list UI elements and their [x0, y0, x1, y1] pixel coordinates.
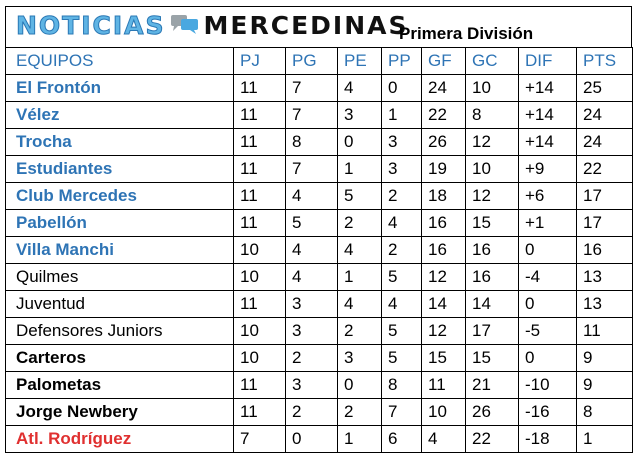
stat-cell-pg: 2 [286, 399, 338, 426]
stat-cell-dif: +6 [519, 183, 577, 210]
stat-cell-pp: 1 [382, 102, 422, 129]
logo [16, 10, 409, 40]
stat-cell-pj: 11 [234, 129, 286, 156]
stat-cell-gc: 14 [466, 291, 519, 318]
logo-word-noticias: NOTICIAS [16, 10, 166, 40]
stat-cell-gf: 16 [422, 237, 466, 264]
stat-cell-gc: 15 [466, 345, 519, 372]
column-header-dif: DIF [519, 48, 577, 75]
standings-header [5, 6, 632, 47]
stat-cell-pg: 7 [286, 75, 338, 102]
stat-cell-gc: 8 [466, 102, 519, 129]
stat-cell-dif: 0 [519, 291, 577, 318]
stat-cell-gf: 19 [422, 156, 466, 183]
column-header-equipos: EQUIPOS [6, 48, 234, 75]
stat-cell-gf: 15 [422, 345, 466, 372]
stat-cell-pg: 2 [286, 345, 338, 372]
stat-cell-pp: 4 [382, 210, 422, 237]
stat-cell-pts: 13 [577, 264, 633, 291]
stat-cell-gc: 26 [466, 399, 519, 426]
stat-cell-pg: 7 [286, 156, 338, 183]
stat-cell-pe: 4 [338, 75, 382, 102]
stat-cell-pe: 1 [338, 264, 382, 291]
table-row [6, 129, 633, 156]
stat-cell-dif: +14 [519, 75, 577, 102]
stat-cell-pts: 11 [577, 318, 633, 345]
stat-cell-gf: 22 [422, 102, 466, 129]
standings-panel [5, 6, 632, 449]
stat-cell-dif: 0 [519, 345, 577, 372]
stat-cell-dif: +14 [519, 129, 577, 156]
table-row [6, 102, 633, 129]
standings-body [6, 75, 633, 453]
stat-cell-dif: +14 [519, 102, 577, 129]
table-row [6, 372, 633, 399]
stat-cell-pj: 11 [234, 75, 286, 102]
stat-cell-pg: 4 [286, 237, 338, 264]
stat-cell-pts: 25 [577, 75, 633, 102]
stat-cell-pts: 16 [577, 237, 633, 264]
stat-cell-dif: -16 [519, 399, 577, 426]
column-header-pg: PG [286, 48, 338, 75]
stat-cell-gf: 11 [422, 372, 466, 399]
stat-cell-gf: 18 [422, 183, 466, 210]
stat-cell-pg: 4 [286, 264, 338, 291]
table-row [6, 426, 633, 453]
table-row [6, 399, 633, 426]
stat-cell-pp: 5 [382, 264, 422, 291]
stat-cell-pts: 13 [577, 291, 633, 318]
team-name-cell: Carteros [6, 345, 234, 372]
stat-cell-pj: 11 [234, 291, 286, 318]
team-name-cell: Estudiantes [6, 156, 234, 183]
column-header-gf: GF [422, 48, 466, 75]
team-name-cell: Villa Manchi [6, 237, 234, 264]
stat-cell-pp: 3 [382, 156, 422, 183]
stat-cell-dif: -5 [519, 318, 577, 345]
stat-cell-gf: 12 [422, 318, 466, 345]
stat-cell-gf: 26 [422, 129, 466, 156]
team-name-cell: Palometas [6, 372, 234, 399]
stat-cell-pe: 3 [338, 102, 382, 129]
column-header-gc: GC [466, 48, 519, 75]
stat-cell-pg: 7 [286, 102, 338, 129]
table-header-row [6, 48, 633, 75]
stat-cell-pj: 11 [234, 156, 286, 183]
stat-cell-pp: 5 [382, 345, 422, 372]
stat-cell-pp: 2 [382, 237, 422, 264]
team-name-cell: Pabellón [6, 210, 234, 237]
stat-cell-gc: 16 [466, 264, 519, 291]
standings-table [5, 47, 633, 453]
stat-cell-gc: 22 [466, 426, 519, 453]
stat-cell-pts: 24 [577, 129, 633, 156]
stat-cell-gf: 10 [422, 399, 466, 426]
chat-bubbles-icon [170, 12, 200, 39]
stat-cell-pj: 11 [234, 102, 286, 129]
stat-cell-pts: 17 [577, 183, 633, 210]
stat-cell-gf: 24 [422, 75, 466, 102]
stat-cell-pe: 0 [338, 372, 382, 399]
stat-cell-pj: 11 [234, 399, 286, 426]
table-row [6, 291, 633, 318]
team-name-cell: Defensores Juniors [6, 318, 234, 345]
stat-cell-gf: 14 [422, 291, 466, 318]
stat-cell-pg: 3 [286, 318, 338, 345]
stat-cell-pts: 9 [577, 372, 633, 399]
stat-cell-pe: 5 [338, 183, 382, 210]
stat-cell-pe: 2 [338, 210, 382, 237]
stat-cell-gc: 12 [466, 183, 519, 210]
stat-cell-pts: 1 [577, 426, 633, 453]
team-name-cell: Trocha [6, 129, 234, 156]
stat-cell-pp: 5 [382, 318, 422, 345]
stat-cell-pj: 10 [234, 237, 286, 264]
stat-cell-dif: +9 [519, 156, 577, 183]
stat-cell-dif: -4 [519, 264, 577, 291]
stat-cell-pg: 4 [286, 183, 338, 210]
stat-cell-pg: 8 [286, 129, 338, 156]
table-row [6, 318, 633, 345]
stat-cell-pp: 2 [382, 183, 422, 210]
team-name-cell: Jorge Newbery [6, 399, 234, 426]
team-name-cell: Juventud [6, 291, 234, 318]
stat-cell-pp: 7 [382, 399, 422, 426]
table-row [6, 345, 633, 372]
column-header-pj: PJ [234, 48, 286, 75]
stat-cell-pj: 11 [234, 372, 286, 399]
stat-cell-pp: 6 [382, 426, 422, 453]
team-name-cell: El Frontón [6, 75, 234, 102]
logo-word-mercedinas: MERCEDINAS [203, 10, 409, 40]
table-row [6, 264, 633, 291]
stat-cell-pg: 5 [286, 210, 338, 237]
stat-cell-gc: 16 [466, 237, 519, 264]
stat-cell-pg: 3 [286, 291, 338, 318]
stat-cell-pp: 0 [382, 75, 422, 102]
stat-cell-gc: 17 [466, 318, 519, 345]
stat-cell-pts: 17 [577, 210, 633, 237]
stat-cell-gf: 16 [422, 210, 466, 237]
stat-cell-pts: 24 [577, 102, 633, 129]
stat-cell-pe: 1 [338, 426, 382, 453]
stat-cell-pe: 2 [338, 318, 382, 345]
table-row [6, 75, 633, 102]
stat-cell-pts: 9 [577, 345, 633, 372]
stat-cell-pg: 3 [286, 372, 338, 399]
table-row [6, 210, 633, 237]
stat-cell-pj: 11 [234, 210, 286, 237]
column-header-pe: PE [338, 48, 382, 75]
stat-cell-dif: -10 [519, 372, 577, 399]
table-row [6, 237, 633, 264]
stat-cell-pj: 10 [234, 318, 286, 345]
stat-cell-pe: 2 [338, 399, 382, 426]
stat-cell-pe: 4 [338, 291, 382, 318]
division-title: Primera División [399, 24, 534, 43]
table-row [6, 156, 633, 183]
stat-cell-gc: 12 [466, 129, 519, 156]
team-name-cell: Club Mercedes [6, 183, 234, 210]
stat-cell-pp: 3 [382, 129, 422, 156]
column-header-pp: PP [382, 48, 422, 75]
stat-cell-pe: 3 [338, 345, 382, 372]
stat-cell-pe: 0 [338, 129, 382, 156]
stat-cell-pe: 4 [338, 237, 382, 264]
stat-cell-pp: 4 [382, 291, 422, 318]
stat-cell-pg: 0 [286, 426, 338, 453]
stat-cell-pe: 1 [338, 156, 382, 183]
stat-cell-gc: 10 [466, 75, 519, 102]
stat-cell-pj: 7 [234, 426, 286, 453]
column-header-pts: PTS [577, 48, 633, 75]
team-name-cell: Quilmes [6, 264, 234, 291]
table-row [6, 183, 633, 210]
stat-cell-gc: 15 [466, 210, 519, 237]
stat-cell-gf: 12 [422, 264, 466, 291]
stat-cell-pj: 10 [234, 264, 286, 291]
stat-cell-pts: 8 [577, 399, 633, 426]
stat-cell-dif: 0 [519, 237, 577, 264]
stat-cell-dif: -18 [519, 426, 577, 453]
stat-cell-pp: 8 [382, 372, 422, 399]
stat-cell-pj: 11 [234, 183, 286, 210]
stat-cell-pj: 10 [234, 345, 286, 372]
stat-cell-pts: 22 [577, 156, 633, 183]
stat-cell-gc: 21 [466, 372, 519, 399]
team-name-cell: Vélez [6, 102, 234, 129]
stat-cell-gf: 4 [422, 426, 466, 453]
stat-cell-gc: 10 [466, 156, 519, 183]
stat-cell-dif: +1 [519, 210, 577, 237]
team-name-cell: Atl. Rodríguez [6, 426, 234, 453]
